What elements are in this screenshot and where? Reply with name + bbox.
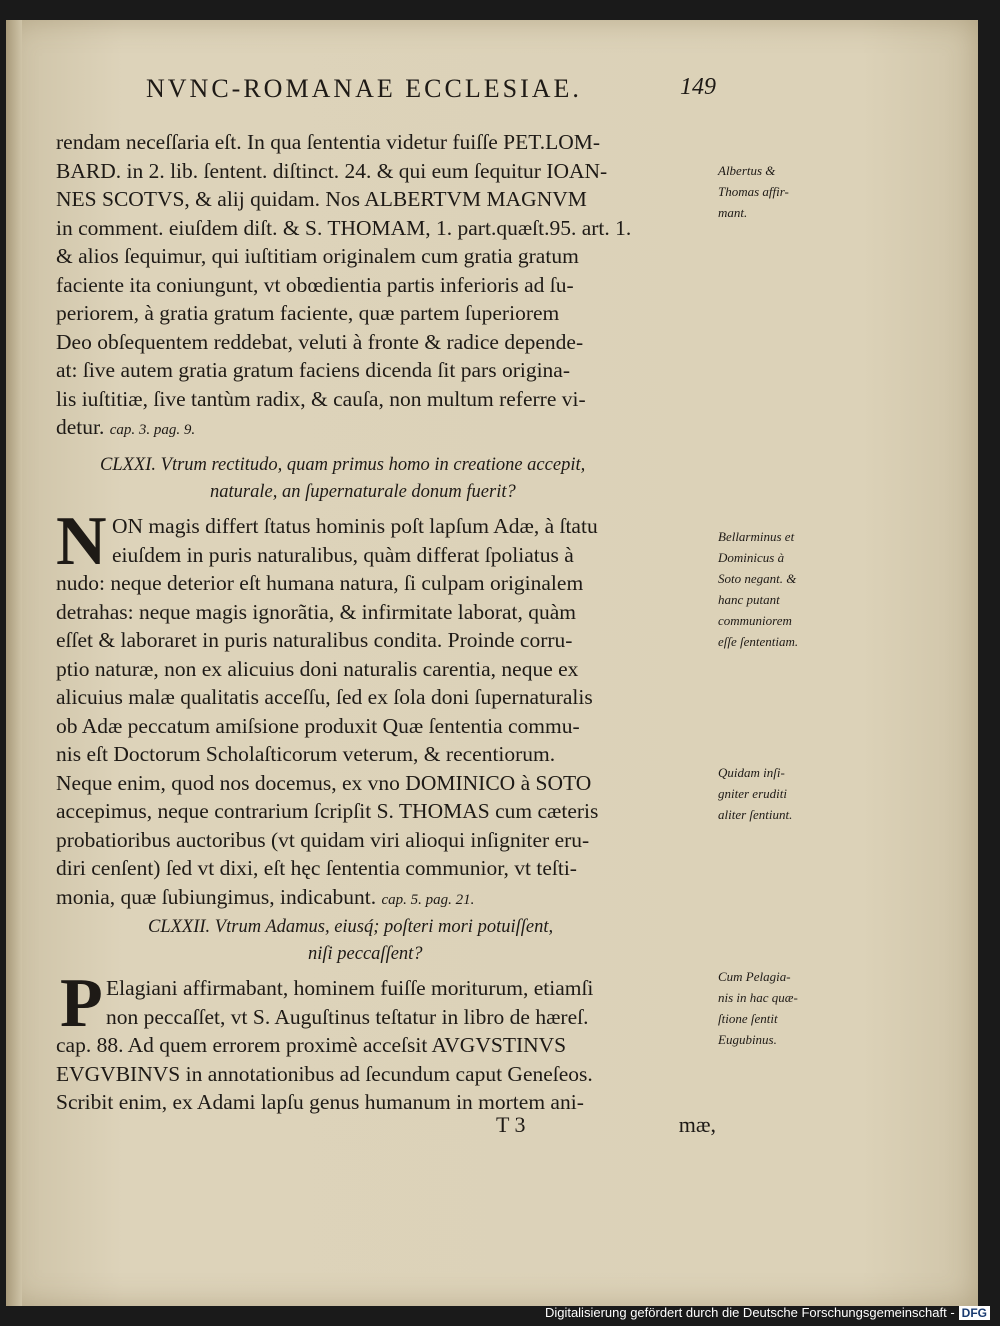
dfg-logo: DFG [959,1306,990,1320]
text-line: ON magis differt ſtatus hominis poſt lapſum Adæ, à ſtatu [112,514,598,538]
drop-cap-p: P [60,965,103,1042]
text-line: NES SCOTVS, & alij quidam. Nos ALBERTVM MAGNVM [56,187,587,211]
margin-line: gniter eruditi [718,786,787,801]
text-line: Scribit enim, ex Adami lapſu genus humanum in mortem ani- [56,1090,584,1114]
margin-line: eſſe ſententiam. [718,634,799,649]
text-line: Elagiani affirmabant, hominem fuiſſe moriturum, etiamſi [106,976,594,1000]
heading-line: CLXXII. Vtrum Adamus, eiusq́; poſteri mori potuiſſent, [148,917,554,937]
funding-text: Digitalisierung gefördert durch die Deutsche Forschungsgemeinschaft - [544,1305,955,1320]
text-line-last [56,883,716,915]
marginal-note-3 [718,762,858,825]
text-line-last [56,413,716,445]
page-spine-shadow [6,20,22,1306]
text-line: accepimus, neque contrarium ſcripſit S. THOMAS cum cæteris [56,799,599,823]
section-heading-clxxii [56,914,716,968]
margin-line: Cum Pelagia- [718,969,791,984]
margin-line: Eugubinus. [718,1032,777,1047]
margin-line: Bellarminus et [718,529,795,544]
heading-line: niſi peccaſſent? [308,944,423,964]
margin-line: Soto negant. & [718,571,797,586]
text-line: detrahas: neque magis ignorãtia, & infirmitate laborat, quàm [56,599,577,624]
citation: cap. 5. pag. 21. [381,891,475,908]
text-line: in comment. eiuſdem diſt. & S. THOMAM, 1. part.quæſt.95. art. 1. [56,215,632,240]
signature-mark: T 3 [496,1112,526,1137]
text-line: nis eſt Doctorum Scholaſticorum veterum, & recentiorum. [56,742,556,766]
text-line: ob Adæ peccatum amiſsione produxit Quæ ſententia commu- [56,713,580,738]
paragraph-3 [56,965,716,1117]
margin-line: aliter ſentiunt. [718,807,793,822]
heading-line: naturale, an ſupernaturale donum fuerit? [210,482,516,502]
text-line: diri cenſent) ſed vt dixi, eſt hęc ſententia communior, vt teſti- [56,856,577,880]
text-line: cap. 88. Ad quem errorem proximè acceſsit AVGVSTINVS [56,1033,567,1057]
heading-line: CLXXI. Vtrum rectitudo, quam primus homo in creatione accepit, [100,455,586,475]
text-line-end: monia, quæ ſubiungimus, indicabunt. [56,884,377,909]
margin-line: nis in hac quæ- [718,990,798,1005]
page-footer [56,1112,716,1142]
margin-line: communiorem [718,613,792,628]
citation: cap. 3. pag. 9. [109,422,196,438]
margin-line: Quidam inſi- [718,765,785,780]
text-line: non peccaſſet, vt S. Auguſtinus teſtatur in libro de hæreſ. [106,1004,589,1029]
margin-line: ſtione ſentit [718,1011,778,1026]
paragraph-2 [56,503,716,914]
text-line: EVGVBINVS in annotationibus ad ſecundum caput Geneſeos. [56,1061,593,1086]
page-number: 149 [680,74,716,100]
margin-line: mant. [718,205,748,220]
text-line: Neque enim, quod nos docemus, ex vno DOMINICO à SOTO [56,770,592,795]
text-line: probatioribus auctoribus (vt quidam viri alioqui inſigniter eru- [56,827,590,852]
margin-line: Thomas affir- [718,184,789,199]
text-line: periorem, à gratia gratum faciente, quæ partem ſuperiorem [56,301,560,325]
text-line-end: detur. [56,415,105,439]
funding-note [545,1305,990,1320]
paragraph-1 [56,128,716,445]
text-line: eiuſdem in puris naturalibus, quàm differat ſpoliatus à [112,542,574,567]
margin-line: hanc putant [718,592,780,607]
margin-line: Albertus & [718,163,776,178]
section-heading-clxxi [56,452,716,506]
marginal-note-4 [718,966,858,1050]
drop-cap-n: N [56,503,107,580]
text-line: rendam neceſſaria eſt. In qua ſententia videtur fuiſſe PET.LOM- [56,130,601,154]
text-line: Deo obſequentem reddebat, veluti à fronte & radice depende- [56,329,584,354]
text-line: nudo: neque deterior eſt humana natura, ſi culpam originalem [56,571,584,595]
text-line: alicuius malæ qualitatis acceſſu, ſed ex ſola doni ſupernaturalis [56,685,593,709]
marginal-note-1 [718,160,858,223]
text-line: lis iuſtitiæ, ſive tantùm radix, & cauſa, non multum referre vi- [56,386,586,411]
running-title: NVNC-ROMANAE ECCLESIAE. [146,74,582,103]
text-line: & alios ſequimur, qui iuſtitiam originalem cum gratia gratum [56,244,579,268]
text-line: BARD. in 2. lib. ſentent. diſtinct. 24. & qui eum ſequitur IOAN- [56,158,608,183]
margin-line: Dominicus à [718,550,785,565]
text-line: faciente ita coniungunt, vt obœdientia partis inferioris ad ſu- [56,272,574,297]
marginal-note-2 [718,526,858,652]
catchword: mæ, [678,1112,716,1137]
text-line: at: ſive autem gratia gratum faciens dicenda ſit pars origina- [56,358,571,382]
running-header [146,74,716,114]
text-line: eſſet & laboraret in puris naturalibus condita. Proinde corru- [56,628,573,652]
text-line: ptio naturæ, non ex alicuius doni naturalis carentia, neque ex [56,656,579,681]
